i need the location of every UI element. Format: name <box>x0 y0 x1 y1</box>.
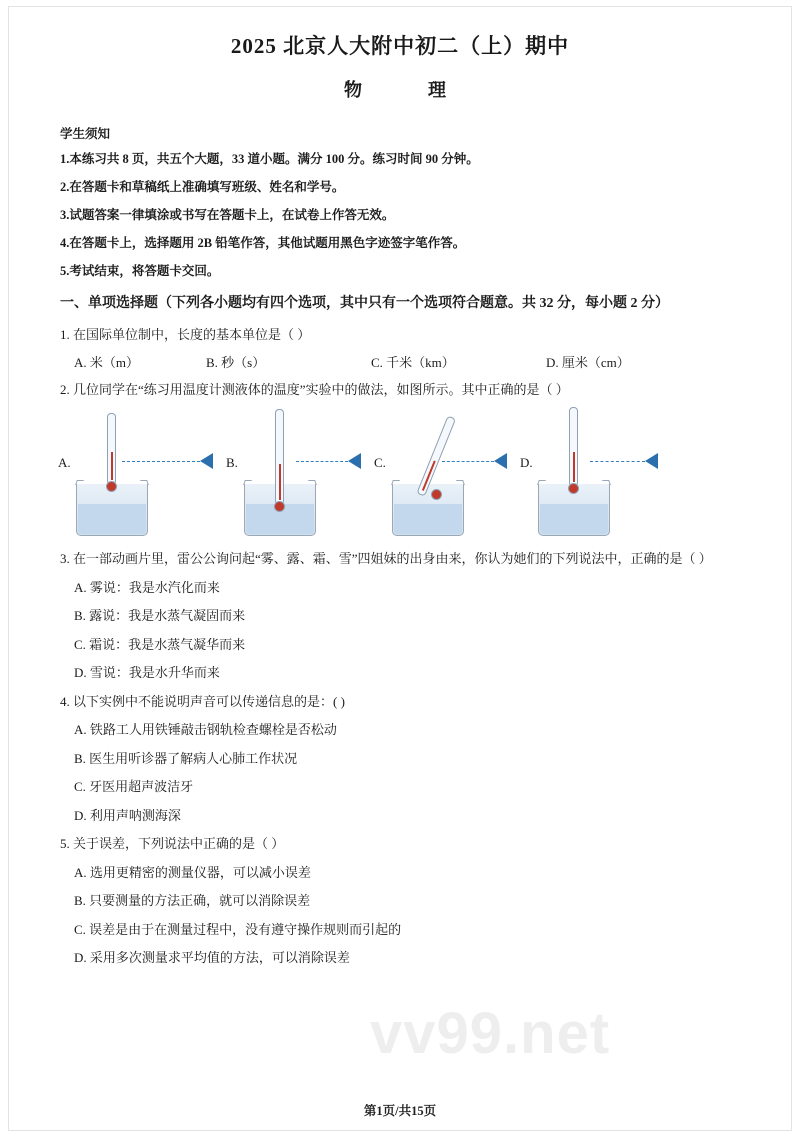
beaker-water <box>394 504 462 534</box>
question-5-option-b: B. 只要测量的方法正确，就可以消除误差 <box>74 893 311 909</box>
eye-icon-c <box>494 453 507 469</box>
notice-item-5: 5.考试结束，将答题卡交回。 <box>60 263 220 278</box>
figure-item-d <box>522 405 652 540</box>
question-1-option-d: D. 厘米（cm） <box>546 354 630 370</box>
question-5-stem: 5. 关于误差，下列说法中正确的是（ ） <box>60 836 285 852</box>
beaker-water <box>78 504 146 534</box>
notice-item-2: 2.在答题卡和草稿纸上准确填写班级、姓名和学号。 <box>60 179 345 194</box>
question-3-option-d: D. 雪说：我是水升华而来 <box>74 665 220 681</box>
page-title: 2025 北京人大附中初二（上）期中 <box>230 34 570 58</box>
notice-item-3: 3.试题答案一律填涂或书写在答题卡上，在试卷上作答无效。 <box>60 207 395 222</box>
question-3-option-b: B. 露说：我是水蒸气凝固而来 <box>74 608 246 624</box>
figure-label-d: D. <box>520 455 533 471</box>
question-3-option-a: A. 雾说：我是水汽化而来 <box>74 579 220 595</box>
figure-item-b <box>228 405 358 540</box>
question-1-stem: 1. 在国际单位制中，长度的基本单位是（ ） <box>60 327 311 343</box>
question-3-option-c: C. 霜说：我是水蒸气凝华而来 <box>74 636 246 652</box>
thermometer-column <box>573 452 575 482</box>
beaker-lip-left <box>75 480 84 485</box>
thermometer-column <box>279 464 281 500</box>
question-4-option-b: B. 医生用听诊器了解病人心肺工作状况 <box>74 750 298 766</box>
notice-item-4: 4.在答题卡上，选择题用 2B 铅笔作答，其他试题用黑色字迹签字笔作答。 <box>60 235 466 250</box>
question-1-option-c: C. 千米（km） <box>371 354 455 370</box>
figure-item-a <box>60 405 190 540</box>
sight-line-d <box>590 461 645 462</box>
section-heading: 一、单项选择题（下列各小题均有四个选项，其中只有一个选项符合题意。共 32 分，每小题 2 分） <box>60 296 669 312</box>
thermometer-d <box>569 407 578 487</box>
eye-icon-d <box>645 453 658 469</box>
beaker-lip-left <box>243 480 252 485</box>
question-1-option-a: A. 米（m） <box>74 354 140 370</box>
question-4-option-a: A. 铁路工人用铁锤敲击钢轨检查螺栓是否松动 <box>74 722 337 738</box>
figure-label-a: A. <box>58 455 71 471</box>
question-2-stem: 2. 几位同学在“练习用温度计测液体的温度”实验中的做法，如图所示。其中正确的是（ ） <box>60 381 569 397</box>
beaker-lip-right <box>602 480 611 485</box>
beaker-lip-right <box>456 480 465 485</box>
beaker-lip-right <box>140 480 149 485</box>
thermometer-bulb-d <box>568 483 579 494</box>
eye-icon-a <box>200 453 213 469</box>
watermark: vv99.net <box>370 1001 611 1066</box>
notice-heading: 学生须知 <box>60 127 111 141</box>
thermometer-column <box>111 452 113 480</box>
figure-label-b: B. <box>226 455 238 471</box>
question-4-option-c: C. 牙医用超声波洁牙 <box>74 779 194 795</box>
question-1-options <box>60 352 740 371</box>
beaker-water <box>540 504 608 534</box>
beaker-lip-left <box>537 480 546 485</box>
question-5-option-c: C. 误差是由于在测量过程中，没有遵守操作规则而引起的 <box>74 921 402 937</box>
thermometer-a <box>107 413 116 485</box>
subject-title: 物 理 <box>344 80 456 100</box>
thermometer-bulb-a <box>106 481 117 492</box>
question-5-option-d: D. 采用多次测量求平均值的方法，可以消除误差 <box>74 950 350 966</box>
question-4-option-d: D. 利用声呐测海深 <box>74 807 181 823</box>
thermometer-bulb-c <box>431 489 442 500</box>
sight-line-a <box>122 461 200 462</box>
thermometer-bulb-b <box>274 501 285 512</box>
sight-line-c <box>442 461 494 462</box>
beaker-lip-left <box>391 480 400 485</box>
question-4-stem: 4. 以下实例中不能说明声音可以传递信息的是：( ) <box>60 693 345 709</box>
thermometer-b <box>275 409 284 505</box>
question-1-option-b: B. 秒（s） <box>206 354 266 370</box>
page-content <box>60 30 740 977</box>
question-3-stem: 3. 在一部动画片里，雷公公询问起“雾、露、霜、雪”四姐妹的出身由来，你认为她们的下列说法中，正确的是（ ） <box>60 551 712 567</box>
eye-icon-b <box>348 453 361 469</box>
beaker-c <box>392 484 464 536</box>
page-footer: 第1页/共15页 <box>363 1104 437 1118</box>
beaker-lip-right <box>308 480 317 485</box>
question-2-figure <box>60 405 740 540</box>
question-5-option-a: A. 选用更精密的测量仪器，可以减小误差 <box>74 864 311 880</box>
notice-item-1: 1.本练习共 8 页，共五个大题，33 道小题。满分 100 分。练习时间 90 分钟。 <box>60 152 479 166</box>
sight-line-b <box>296 461 348 462</box>
figure-item-c <box>376 405 506 540</box>
figure-label-c: C. <box>374 455 386 471</box>
